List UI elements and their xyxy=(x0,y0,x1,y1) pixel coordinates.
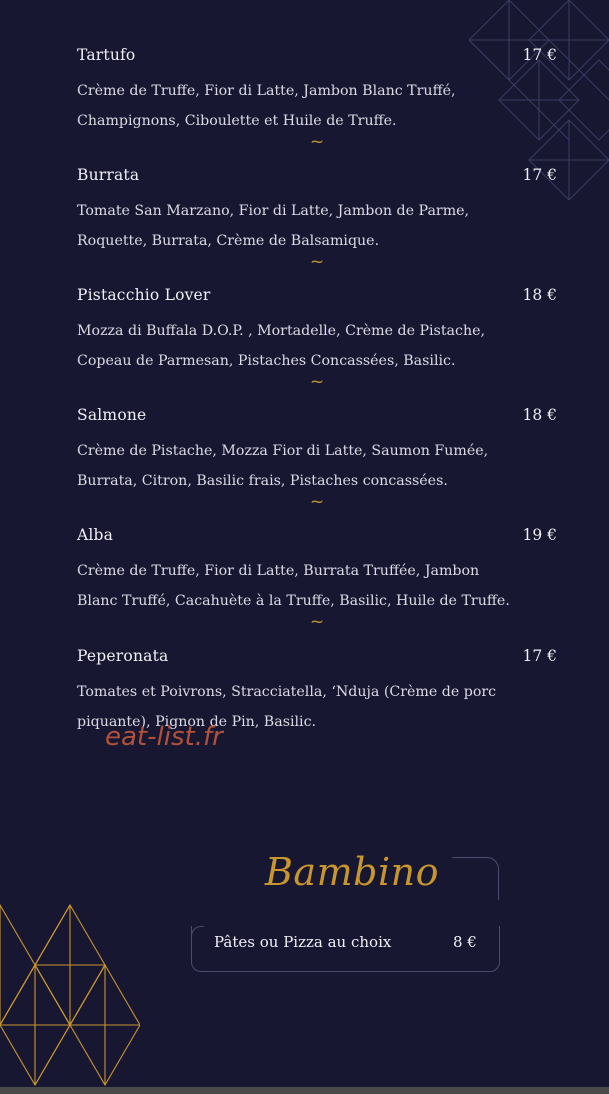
item-name: Burrata xyxy=(77,166,140,184)
bambino-item-label: Pâtes ou Pizza au choix xyxy=(214,933,392,951)
item-name: Pistacchio Lover xyxy=(77,286,211,304)
item-name: Alba xyxy=(77,526,114,544)
item-description: Crème de Pistache, Mozza Fior di Latte, Saumon Fumée, Burrata, Citron, Basilic frais, Pistaches concassées. xyxy=(77,443,489,489)
item-description: Tomates et Poivrons, Stracciatella, ‘Nduja (Crème de porc piquante), Pignon de Pin, Basilic. xyxy=(77,684,497,730)
tilde-separator: ~ xyxy=(309,132,325,152)
tilde-separator: ~ xyxy=(309,612,325,632)
tilde-separator: ~ xyxy=(309,252,325,272)
item-name: Salmone xyxy=(77,406,147,424)
item-description: Mozza di Buffala D.O.P. , Mortadelle, Crème de Pistache, Copeau de Parmesan, Pistaches Concassées, Basilic. xyxy=(77,323,485,369)
item-price: 17 € xyxy=(522,46,557,64)
item-price: 18 € xyxy=(522,286,557,304)
bambino-frame xyxy=(452,857,499,900)
item-description: Crème de Truffe, Fior di Latte, Burrata Truffée, Jambon Blanc Truffé, Cacahuète à la Truffe, Basilic, Huile de Truffe. xyxy=(77,563,510,609)
watermark: eat-list.fr xyxy=(105,722,223,752)
bambino-title: Bambino xyxy=(265,850,439,894)
bambino-item-price: 8 € xyxy=(453,933,477,951)
item-description: Tomate San Marzano, Fior di Latte, Jambon de Parme, Roquette, Burrata, Crème de Balsamique. xyxy=(77,203,470,249)
item-description: Crème de Truffe, Fior di Latte, Jambon Blanc Truffé, Champignons, Ciboulette et Huile de Truffe. xyxy=(77,83,456,129)
item-price: 17 € xyxy=(522,647,557,665)
item-name: Tartufo xyxy=(77,46,136,64)
tilde-separator: ~ xyxy=(309,492,325,512)
tilde-separator: ~ xyxy=(309,372,325,392)
geometric-pattern-bottom xyxy=(0,895,140,1087)
item-price: 18 € xyxy=(522,406,557,424)
item-price: 19 € xyxy=(522,526,557,544)
item-name: Peperonata xyxy=(77,647,169,665)
item-price: 17 € xyxy=(522,166,557,184)
bottom-bar xyxy=(0,1087,609,1094)
